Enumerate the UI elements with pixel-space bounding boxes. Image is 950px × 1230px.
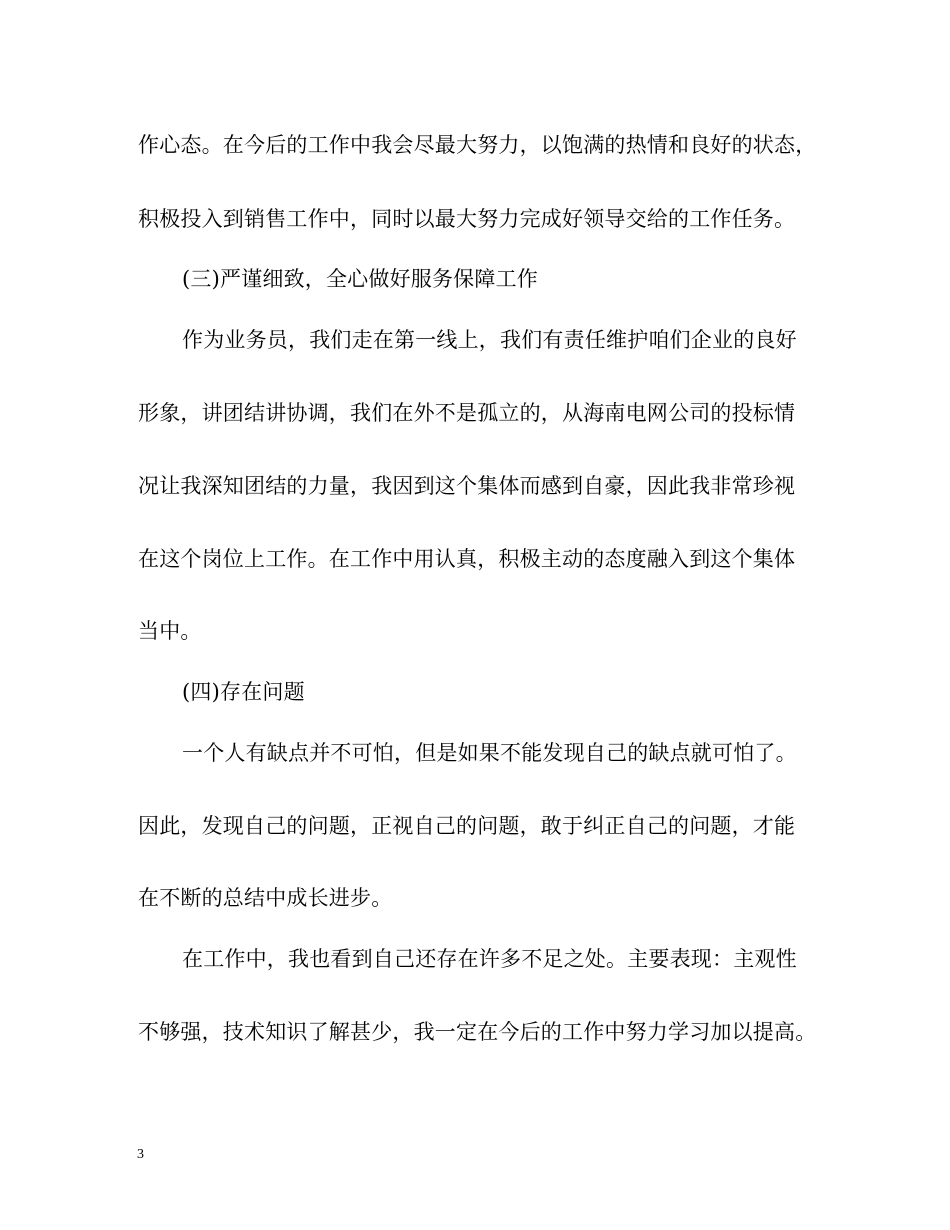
section-heading: (三)严谨细致，全心做好服务保障工作	[182, 267, 538, 291]
text-line: 不够强，技术知识了解甚少，我一定在今后的工作中努力学习加以提高。	[138, 1020, 817, 1044]
text-line: 当中。	[138, 619, 202, 643]
text-line: 积极投入到销售工作中，同时以最大努力完成好领导交给的工作任务。	[138, 207, 796, 231]
page-number: 3	[137, 1147, 144, 1162]
paragraph-start-line: 作为业务员，我们走在第一线上，我们有责任维护咱们企业的良好	[182, 328, 797, 352]
text-line: 因此，发现自己的问题，正视自己的问题，敢于纠正自己的问题，才能	[138, 814, 796, 838]
paragraph-start-line: 一个人有缺点并不可怕，但是如果不能发现自己的缺点就可怕了。	[182, 741, 797, 765]
text-line: 在这个岗位上工作。在工作中用认真，积极主动的态度融入到这个集体	[138, 547, 796, 571]
text-line: 况让我深知团结的力量，我因到这个集体而感到自豪，因此我非常珍视	[138, 474, 796, 498]
text-line: 在不断的总结中成长进步。	[138, 886, 393, 910]
section-heading: (四)存在问题	[182, 680, 305, 704]
text-line: 作心态。在今后的工作中我会尽最大努力，以饱满的热情和良好的状态，	[138, 133, 817, 157]
text-line: 形象，讲团结讲协调，我们在外不是孤立的，从海南电网公司的投标情	[138, 401, 796, 425]
paragraph-start-line: 在工作中，我也看到自己还存在许多不足之处。主要表现：主观性	[182, 947, 797, 971]
